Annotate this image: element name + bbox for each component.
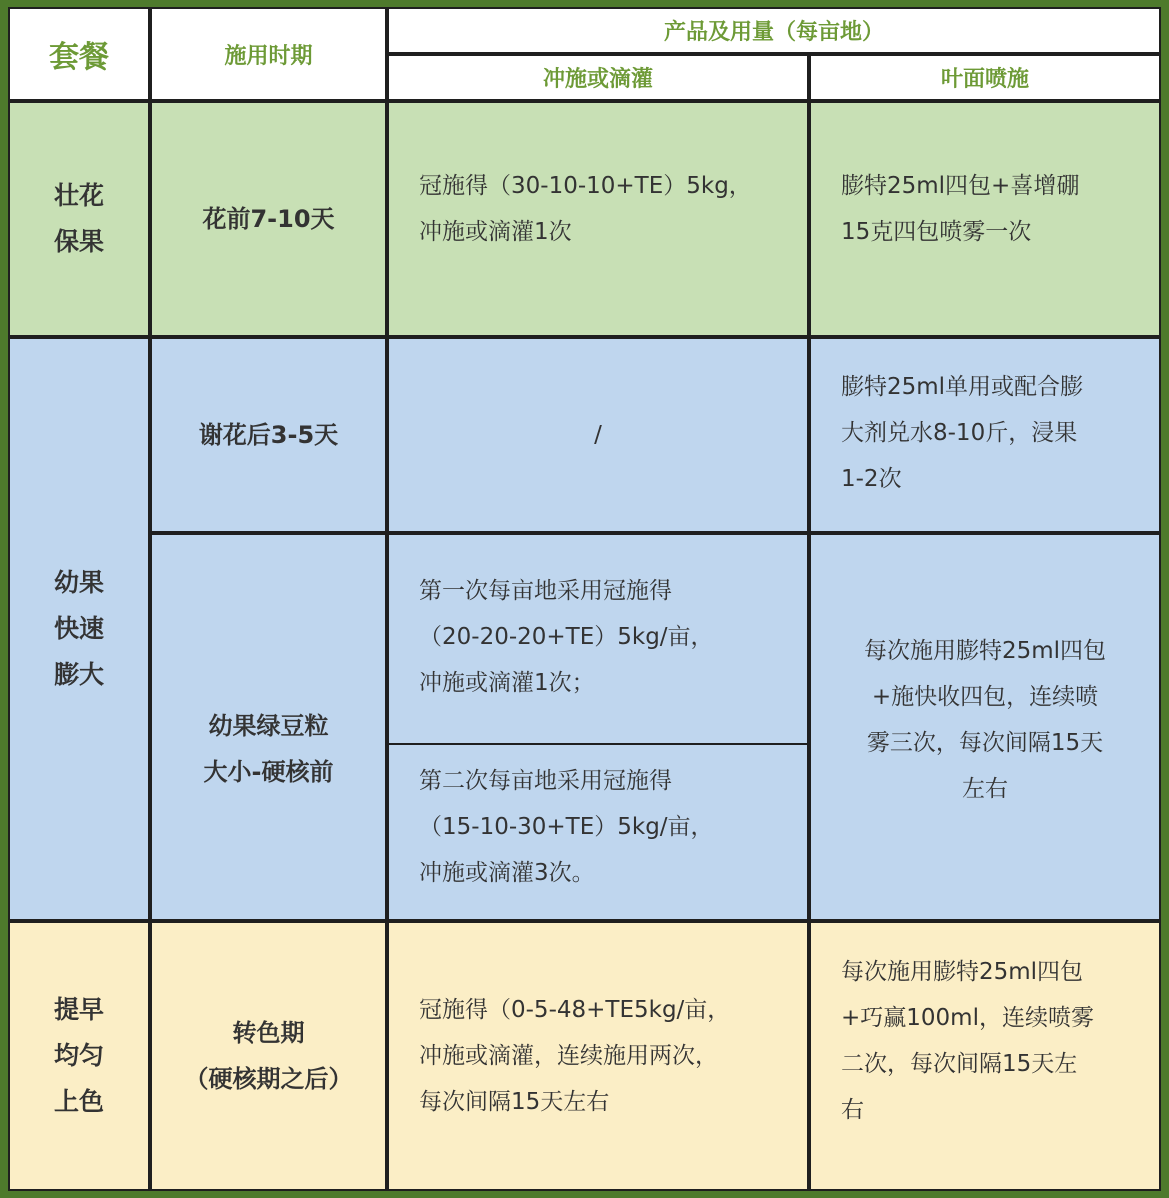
text-line: 谢花后3-5天 [198, 421, 339, 449]
text-line: 1-2次 [841, 466, 902, 492]
text-line: 转色期 [232, 1019, 305, 1047]
text-line: 左右 [962, 776, 1008, 802]
text-line: 提早 [53, 995, 104, 1024]
foliar-text [841, 163, 1079, 255]
foliar-text [841, 949, 1094, 1133]
package-cell [10, 339, 148, 919]
foliar-cell [811, 535, 1159, 919]
period-text [202, 196, 334, 242]
period-cell [152, 923, 385, 1189]
text-line: +施快收四包，连续喷 [871, 684, 1099, 710]
text-line: 右 [841, 1097, 864, 1123]
text-line: 大小-硬核前 [203, 758, 334, 786]
header-products [389, 9, 1159, 52]
text-line: 15克四包喷雾一次 [841, 219, 1032, 245]
period-text [199, 412, 338, 458]
fertigation-cell-first [389, 535, 807, 743]
package-cell [10, 103, 148, 335]
text-line: 每次施用膨特25ml四包 [841, 959, 1084, 985]
fertigation-text [419, 568, 714, 706]
text-line: 第一次每亩地采用冠施得 [419, 578, 672, 604]
foliar-cell [811, 339, 1159, 531]
fertilizer-schedule-table [8, 7, 1161, 1191]
fertigation-cell-second [389, 745, 807, 919]
text-line: 第二次每亩地采用冠施得 [419, 768, 672, 794]
header-package [10, 9, 148, 99]
fertigation-text [419, 987, 730, 1125]
fertigation-cell [389, 103, 807, 335]
text-line: 壮花 [53, 181, 104, 210]
header-foliar [811, 56, 1159, 99]
text-line: 幼果绿豆粒 [208, 712, 329, 740]
text-line: 二次，每次间隔15天左 [841, 1051, 1078, 1077]
text-line: 大剂兑水8-10斤，浸果 [841, 420, 1078, 446]
header-package-label: 套餐 [49, 40, 109, 75]
fertigation-text [419, 163, 752, 255]
foliar-cell [811, 103, 1159, 335]
package-text [54, 560, 104, 698]
period-text [204, 703, 334, 795]
text-line: 每次间隔15天左右 [419, 1089, 610, 1115]
text-line: （15-10-30+TE）5kg/亩， [419, 814, 714, 840]
header-fertigation-label: 冲施或滴灌 [542, 67, 653, 92]
text-line: 快速 [53, 614, 104, 643]
text-line: 冲施或滴灌，连续施用两次， [419, 1043, 718, 1069]
text-line: 冲施或滴灌3次。 [419, 860, 595, 886]
fertigation-text [419, 758, 714, 896]
package-text [54, 173, 104, 265]
text-line: 上色 [53, 1087, 104, 1116]
text-line: 每次施用膨特25ml四包 [863, 638, 1107, 664]
header-products-label: 产品及用量（每亩地） [663, 20, 884, 45]
text-line: 膨特25ml四包+喜增硼 [841, 173, 1080, 199]
text-line: （20-20-20+TE）5kg/亩， [419, 624, 714, 650]
fertigation-cell [389, 339, 807, 531]
text-line: +巧赢100ml，连续喷雾 [841, 1005, 1094, 1031]
package-cell [10, 923, 148, 1189]
text-line: 幼果 [53, 568, 104, 597]
text-line: 冲施或滴灌1次； [419, 670, 595, 696]
header-period-label: 施用时期 [224, 43, 313, 69]
text-line: 冠施得（0-5-48+TE5kg/亩， [419, 997, 731, 1023]
text-line: 雾三次，每次间隔15天 [866, 730, 1104, 756]
text-line: 膨大 [53, 660, 104, 689]
header-period [152, 9, 385, 99]
text-line: 冠施得（30-10-10+TE）5kg， [419, 173, 752, 199]
period-text [185, 1010, 353, 1102]
period-cell [152, 339, 385, 531]
text-line: 膨特25ml单用或配合膨 [841, 374, 1084, 400]
fertigation-text [594, 412, 602, 458]
period-cell [152, 535, 385, 919]
package-text [54, 987, 104, 1125]
period-cell [152, 103, 385, 335]
foliar-text [864, 628, 1106, 812]
text-line: 冲施或滴灌1次 [419, 219, 572, 245]
text-line: 保果 [53, 227, 104, 256]
text-line: / [594, 422, 602, 448]
text-line: 均匀 [53, 1041, 104, 1070]
text-line: 花前7-10天 [202, 205, 335, 233]
header-fertigation [389, 56, 807, 99]
header-foliar-label: 叶面喷施 [940, 67, 1029, 92]
text-line: （硬核期之后） [184, 1065, 353, 1093]
fertigation-cell [389, 923, 807, 1189]
foliar-text [841, 364, 1083, 502]
foliar-cell [811, 923, 1159, 1189]
